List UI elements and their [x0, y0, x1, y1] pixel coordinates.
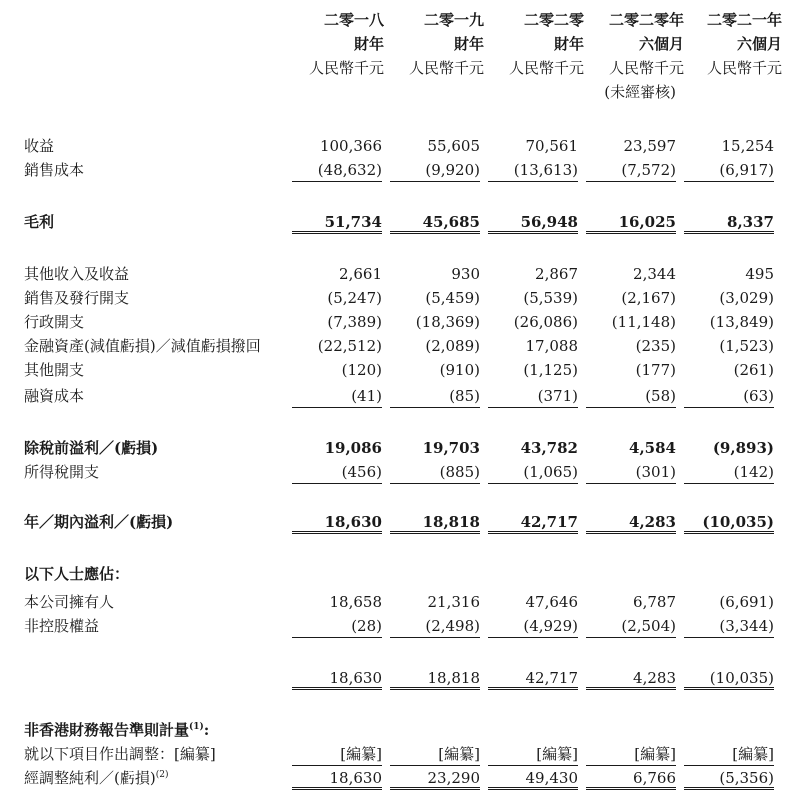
table-cell: (9,893)	[712, 439, 774, 457]
table-cell: (6,917)	[684, 158, 774, 182]
column-unit: 人民幣千元	[706, 59, 782, 77]
row-label-text: 非香港財務報告準則計量	[24, 721, 190, 739]
table-cell: [編纂]	[586, 742, 676, 766]
column-header-6m2020	[584, 8, 684, 104]
table-cell: (10,035)	[684, 666, 774, 690]
row-label-text: 所得稅開支	[24, 463, 100, 481]
row-label	[24, 286, 129, 310]
row-label	[24, 766, 168, 790]
row-label-text: 就以下項目作出調整：[編纂]	[24, 745, 216, 763]
row-gross-profit	[0, 210, 800, 234]
footnote-ref: (1)	[189, 722, 204, 732]
table-cell: 70,561	[525, 137, 578, 155]
column-unit: 人民幣千元	[608, 59, 684, 77]
row-non-controlling	[0, 614, 800, 638]
table-cell: (58)	[586, 384, 676, 408]
table-cell: 18,630	[292, 510, 382, 534]
row-owners	[0, 590, 800, 614]
row-label-text: 銷售成本	[24, 161, 85, 179]
table-cell: (120)	[341, 361, 382, 379]
column-period: 二零二一年	[706, 11, 782, 29]
table-cell: 2,661	[339, 265, 382, 283]
row-label	[24, 436, 158, 460]
row-label	[24, 562, 129, 586]
row-label	[24, 590, 114, 614]
row-label-text: 以下人士應佔：	[24, 565, 130, 583]
row-label-text: 融資成本	[24, 387, 85, 405]
row-label	[24, 384, 84, 408]
table-cell: 56,948	[488, 210, 578, 234]
column-unaudited-note: (未經審核)	[604, 83, 676, 101]
row-label-text: 非控股權益	[24, 617, 100, 635]
table-cell: (4,929)	[488, 614, 578, 638]
row-finance-costs	[0, 384, 800, 408]
table-cell: 21,316	[427, 593, 480, 611]
row-label	[24, 460, 99, 484]
row-profit-for-period	[0, 510, 800, 534]
row-profit-before-tax	[0, 436, 800, 460]
table-cell: 42,717	[488, 510, 578, 534]
row-label-text: 其他收入及收益	[24, 265, 130, 283]
row-label-text: 經調整純利／(虧損)	[24, 769, 156, 787]
table-cell: (177)	[635, 361, 676, 379]
column-period-type: 六個月	[736, 35, 782, 53]
table-cell: (5,459)	[425, 289, 480, 307]
row-label	[24, 334, 261, 358]
row-label-text: 本公司擁有人	[24, 593, 115, 611]
row-cost-of-sales	[0, 158, 800, 182]
row-label	[24, 358, 84, 382]
column-header-6m2021	[682, 8, 782, 80]
table-cell: 495	[745, 265, 774, 283]
table-cell: (1,065)	[488, 460, 578, 484]
table-cell: (5,356)	[684, 766, 774, 790]
table-cell: 18,818	[390, 666, 480, 690]
table-cell: 16,025	[586, 210, 676, 234]
table-cell: (3,029)	[719, 289, 774, 307]
table-cell: 45,685	[390, 210, 480, 234]
table-cell: (7,389)	[327, 313, 382, 331]
table-cell: (9,920)	[390, 158, 480, 182]
table-cell: (301)	[586, 460, 676, 484]
row-adjustment	[0, 742, 800, 766]
footnote-ref: (2)	[155, 770, 169, 780]
table-cell: [編纂]	[488, 742, 578, 766]
table-cell: (2,504)	[586, 614, 676, 638]
table-cell: (261)	[733, 361, 774, 379]
column-period: 二零一八	[323, 11, 384, 29]
table-cell: 18,818	[390, 510, 480, 534]
table-cell: 55,605	[427, 137, 480, 155]
row-label	[24, 510, 173, 534]
table-cell: 18,630	[292, 766, 382, 790]
row-label	[24, 134, 54, 158]
table-cell: (28)	[292, 614, 382, 638]
column-period: 二零二零年	[608, 11, 684, 29]
table-cell: (1,523)	[719, 337, 774, 355]
row-revenue	[0, 134, 800, 158]
table-cell: 2,867	[535, 265, 578, 283]
row-label-text: 其他開支	[24, 361, 85, 379]
table-cell: (22,512)	[317, 337, 382, 355]
table-cell: 17,088	[525, 337, 578, 355]
table-cell: 2,344	[633, 265, 676, 283]
column-unit: 人民幣千元	[508, 59, 584, 77]
row-total	[0, 666, 800, 690]
table-cell: (1,125)	[523, 361, 578, 379]
table-cell: 23,597	[623, 137, 676, 155]
table-cell: (2,089)	[425, 337, 480, 355]
table-cell: 19,086	[324, 439, 382, 457]
column-period-type: 六個月	[638, 35, 684, 53]
table-cell: 23,290	[390, 766, 480, 790]
table-cell: (2,498)	[390, 614, 480, 638]
table-cell: (13,849)	[709, 313, 774, 331]
table-cell: 4,584	[629, 439, 676, 457]
table-cell: 8,337	[684, 210, 774, 234]
table-cell: 4,283	[586, 510, 676, 534]
column-period-type: 財年	[453, 35, 484, 53]
row-label	[24, 158, 84, 182]
column-header-fy2019	[384, 8, 484, 80]
row-attributable-to	[0, 562, 800, 586]
column-period-type: 財年	[553, 35, 584, 53]
row-label-text: 年／期內溢利／(虧損)	[24, 513, 174, 531]
table-cell: 930	[451, 265, 480, 283]
table-cell: (371)	[488, 384, 578, 408]
table-cell: 100,366	[319, 137, 382, 155]
column-period: 二零一九	[423, 11, 484, 29]
row-label	[24, 742, 216, 766]
column-header-fy2020	[484, 8, 584, 80]
table-cell: 18,658	[329, 593, 382, 611]
table-cell: (85)	[390, 384, 480, 408]
row-label	[24, 718, 209, 742]
column-unit: 人民幣千元	[408, 59, 484, 77]
table-cell: (142)	[684, 460, 774, 484]
table-cell: 6,766	[586, 766, 676, 790]
row-other-income	[0, 262, 800, 286]
row-adjusted-net-profit	[0, 766, 800, 790]
column-period-type: 財年	[353, 35, 384, 53]
table-cell: 51,734	[292, 210, 382, 234]
table-cell: 47,646	[525, 593, 578, 611]
table-cell: 18,630	[292, 666, 382, 690]
label-suffix: :	[203, 721, 210, 739]
table-cell: (235)	[635, 337, 676, 355]
row-income-tax	[0, 460, 800, 484]
table-cell: 19,703	[422, 439, 480, 457]
table-cell: (26,086)	[513, 313, 578, 331]
table-cell: (885)	[390, 460, 480, 484]
table-cell: (10,035)	[684, 510, 774, 534]
row-label	[24, 614, 99, 638]
table-cell: (910)	[439, 361, 480, 379]
row-label	[24, 262, 129, 286]
table-cell: (5,247)	[327, 289, 382, 307]
table-cell: 4,283	[586, 666, 676, 690]
table-cell: 43,782	[520, 439, 578, 457]
row-selling-expenses	[0, 286, 800, 310]
table-cell: [編纂]	[684, 742, 774, 766]
table-cell: 49,430	[488, 766, 578, 790]
row-non-hkfrs-heading	[0, 718, 800, 742]
row-label	[24, 310, 84, 334]
table-cell: (13,613)	[488, 158, 578, 182]
column-unit: 人民幣千元	[308, 59, 384, 77]
column-period: 二零二零	[523, 11, 584, 29]
table-cell: (7,572)	[586, 158, 676, 182]
row-label-text: 收益	[24, 137, 55, 155]
table-cell: (456)	[292, 460, 382, 484]
row-label-text: 金融資產(減值虧損)／減值虧損撥回	[24, 337, 261, 355]
table-cell: (5,539)	[523, 289, 578, 307]
table-cell: 6,787	[633, 593, 676, 611]
table-cell: (6,691)	[719, 593, 774, 611]
table-cell: (11,148)	[611, 313, 676, 331]
table-cell: (3,344)	[684, 614, 774, 638]
table-cell: [編纂]	[292, 742, 382, 766]
table-cell: (48,632)	[292, 158, 382, 182]
row-impairment	[0, 334, 800, 358]
table-cell: [編纂]	[390, 742, 480, 766]
column-header-fy2018	[284, 8, 384, 80]
row-label-text: 除稅前溢利／(虧損)	[24, 439, 159, 457]
table-cell: (2,167)	[621, 289, 676, 307]
table-cell: (63)	[684, 384, 774, 408]
row-label-text: 銷售及發行開支	[24, 289, 130, 307]
table-cell: 15,254	[721, 137, 774, 155]
row-label-text: 毛利	[24, 213, 55, 231]
table-cell: 42,717	[488, 666, 578, 690]
row-admin-expenses	[0, 310, 800, 334]
row-other-expenses	[0, 358, 800, 382]
row-label-text: 行政開支	[24, 313, 85, 331]
row-label	[24, 210, 54, 234]
table-cell: (18,369)	[415, 313, 480, 331]
table-cell: (41)	[292, 384, 382, 408]
